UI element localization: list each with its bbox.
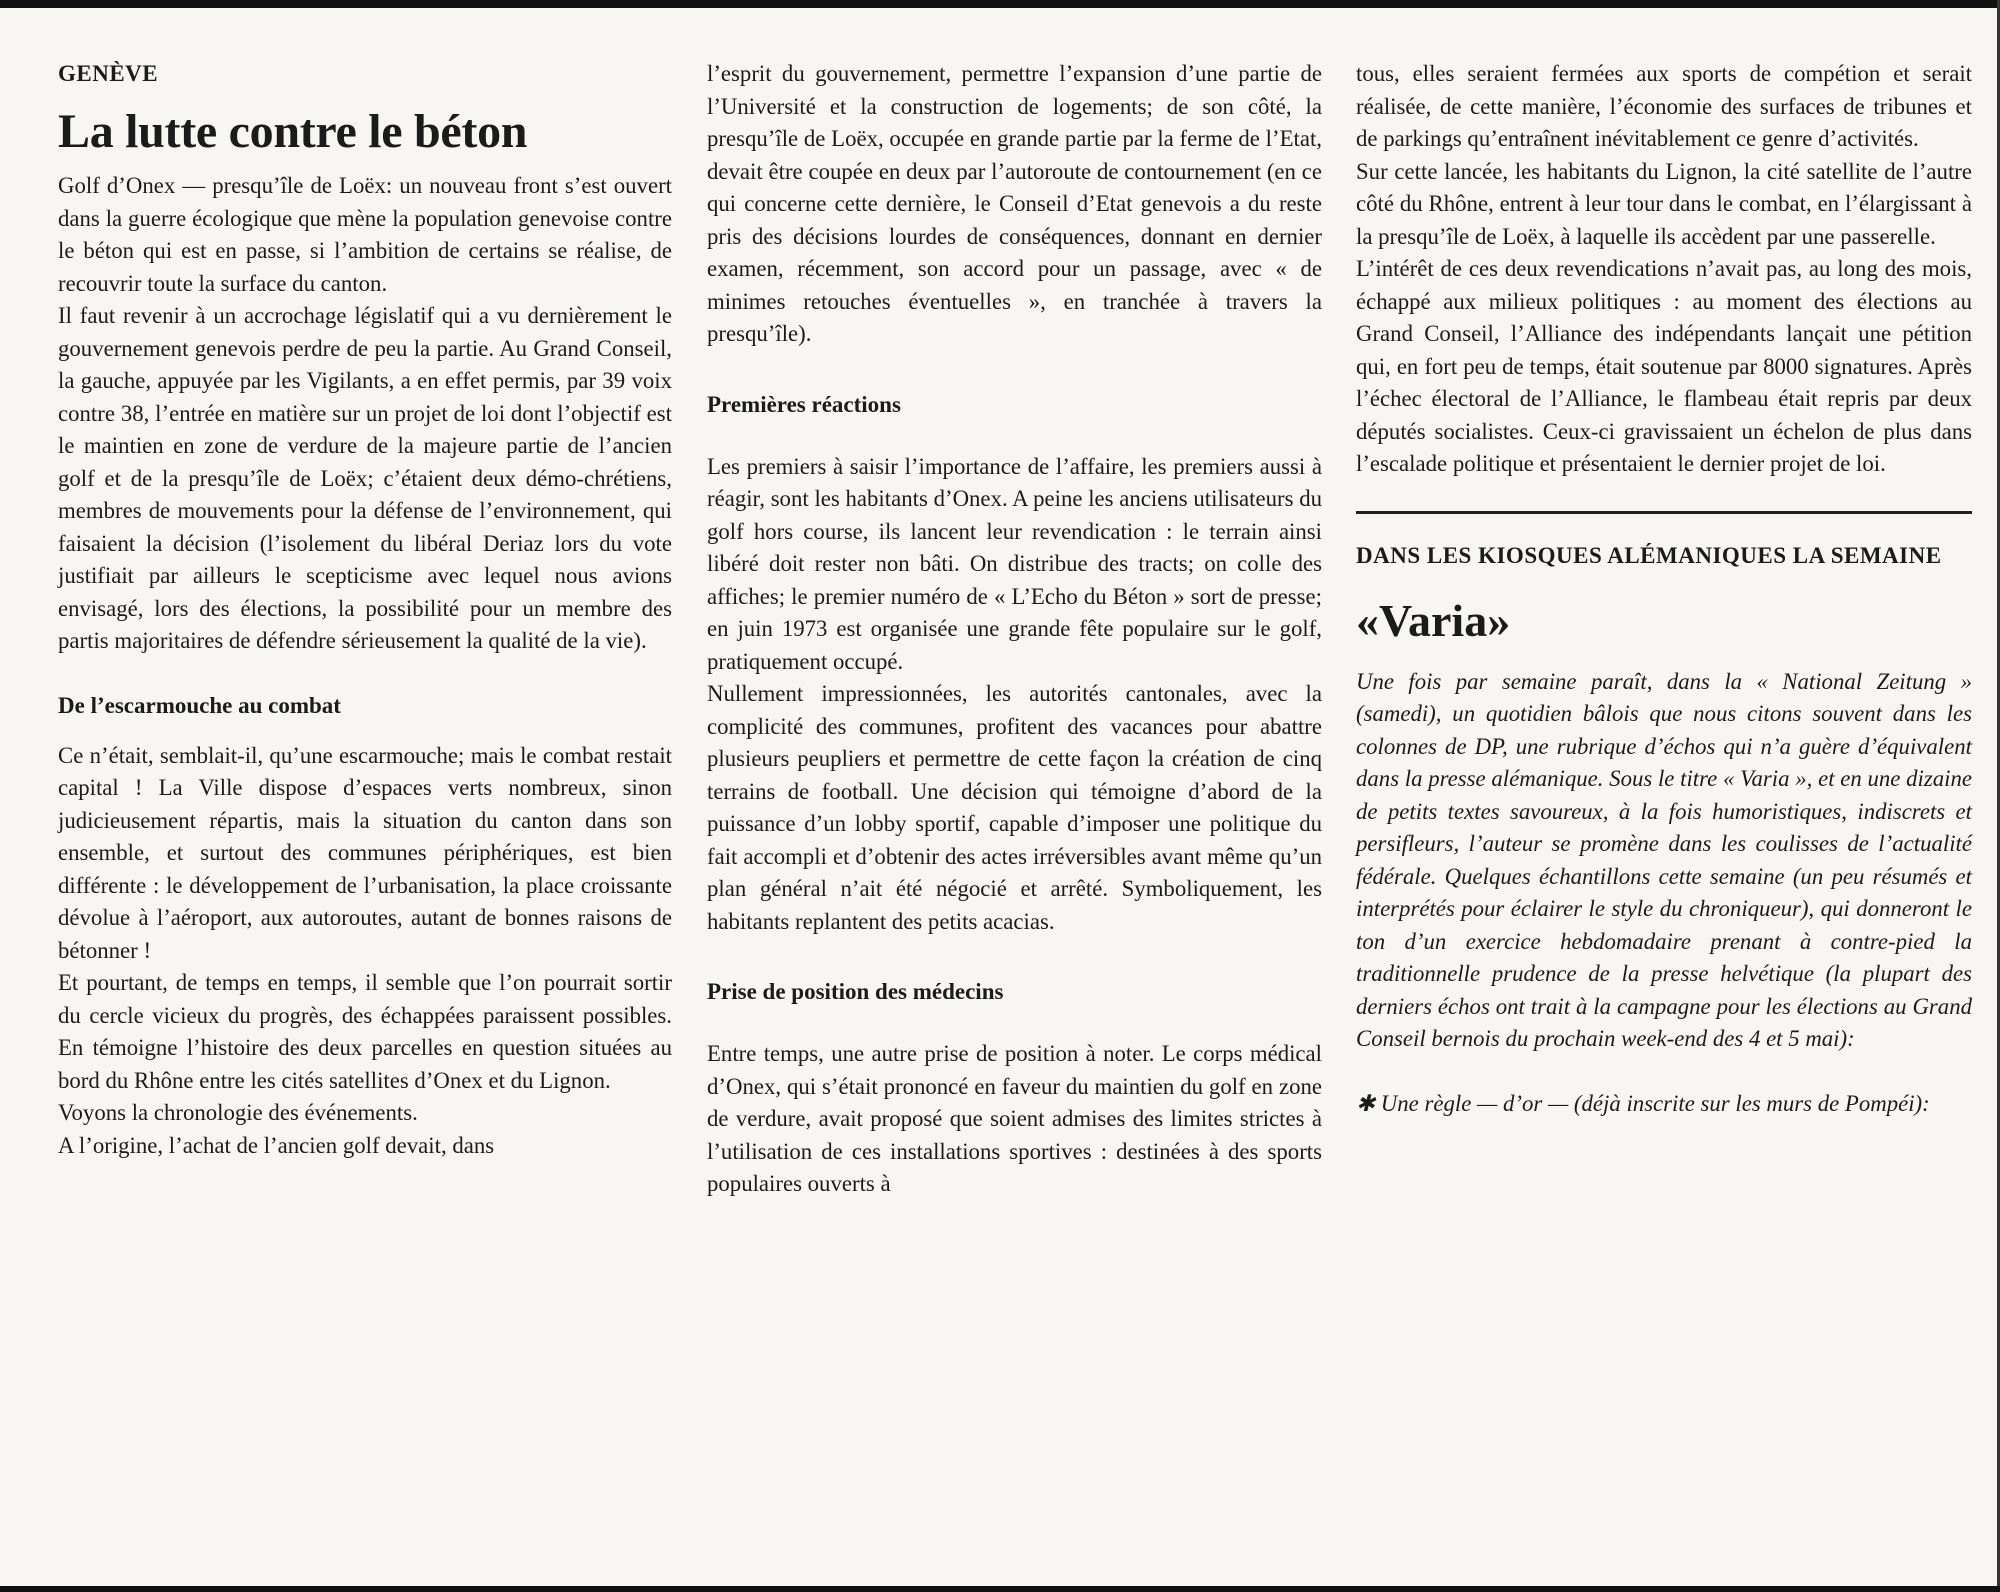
article-headline: La lutte contre le béton [58,105,528,158]
paragraph: Une fois par semaine paraît, dans la « National Zeitung » (samedi), un quotidien bâlois que nous citons souvent dans les colonnes de DP, une rubrique d’échos qui n’a guère d’équivalent dans la presse alémanique. Sous le titre « Varia », et en une dizaine de petits textes savoureux, à la fois humoristiques, indiscrets et persifleurs, l’auteur se promène dans les coulisses de l’actualité fédérale. Quelques échantillons cette semaine (un peu résumés et interprétés pour éclairer le style du chroniqueur), qui donneront le ton d’un exercice hebdomadaire prenant à contre-pied la traditionnelle prudence de la presse helvétique (la plupart des derniers échos ont trait à la campagne pour les élections au Grand Conseil bernois du prochain week-end des 4 et 5 mai): [1356,668,1972,1051]
paragraph: Et pourtant, de temps en temps, il semble que l’on pourrait sortir du cercle vicieux du progrès, des échappées paraissent possibles. En témoigne l’histoire des deux parcelles en question situées au bord du Rhône entre les cités satellites d’Onex et du Lignon. [58,970,672,1093]
column-1 [58,58,672,1162]
top-rule [0,0,2000,8]
paragraph: Les premiers à saisir l’importance de l’affaire, les premiers aussi à réagir, sont les habitants d’Onex. A peine les anciens utilisateurs du golf hors course, ils lancent leur revendication : le terrain ainsi libéré doit rester non bâti. On distribue des tracts; on colle des affiches; le premier numéro de « L’Echo du Béton » sort de presse; en juin 1973 est organisée une grande fête populaire sur le golf, pratiquement occupé. [707,453,1322,674]
section-kicker: GENÈVE [58,61,159,86]
bottom-rule [0,1586,2000,1592]
paragraph: Ce n’était, semblait-il, qu’une escarmouche; mais le combat restait capital ! La Ville dispose d’espaces verts nombreux, sinon judicieusement répartis, mais la situation du canton dans son ensemble, et surtout des communes périphériques, est bien différente : le développement de l’urbanisation, la place croissante dévolue à l’aéroport, aux autoroutes, autant de bonnes raisons de bétonner ! [58,742,672,963]
paragraph: A l’origine, l’achat de l’ancien golf devait, dans [58,1132,495,1158]
paragraph: Voyons la chronologie des événements. [58,1100,418,1125]
column-3 [1356,58,1972,1120]
column-2 [707,58,1322,1201]
paragraph: L’intérêt de ces deux revendications n’avait pas, au long des mois, échappé aux milieux politiques : au moment des élections au Grand Conseil, l’Alliance des indépendants lançait une pétition qui, en fort peu de temps, était soutenue par 8000 signatures. Après l’échec électoral de l’Alliance, le flambeau était repris par deux députés socialistes. Ceux-ci gravissaient un échelon de plus dans l’escalade politique et présentaient le dernier projet de loi. [1356,256,1972,476]
section-kicker: DANS LES KIOSQUES ALÉMANIQUES LA SEMAINE [1356,542,1942,568]
paragraph: Golf d’Onex — presqu’île de Loëx: un nouveau front s’est ouvert dans la guerre écologique que mène la population genevoise contre le béton qui est en passe, si l’ambition de certains se réalise, de recouvrir toute la surface du canton. [58,173,672,296]
subheading: De l’escarmouche au combat [58,692,341,718]
subheading: Prise de position des médecins [707,979,1004,1004]
paragraph: Entre temps, une autre prise de position à noter. Le corps médical d’Onex, qui s’était prononcé en faveur du maintien du golf en zone de verdure, avait proposé que soient admises des limites strictes à l’utilisation de ces installations sportives : destinées à des sports populaires ouverts à [707,1041,1322,1196]
section-divider [1356,511,1972,514]
paragraph: Sur cette lancée, les habitants du Lignon, la cité satellite de l’autre côté du Rhône, entrent à leur tour dans le combat, en l’élargissant à la presqu’île de Loëx, à laquelle ils accèdent par une passerelle. [1356,158,1972,249]
paragraph: Il faut revenir à un accrochage législatif qui a vu dernièrement le gouvernement genevois perdre de peu la partie. Au Grand Conseil, la gauche, appuyée par les Vigilants, a en effet permis, par 39 voix contre 38, l’entrée en matière sur un projet de loi dont l’objectif est le maintien en zone de verdure de la majeure partie de l’ancien golf et de la presqu’île de Loëx; c’étaient deux démo-chrétiens, membres de mouvements pour la défense de l’environnement, qui faisaient la décision (l’isolement du libéral Deriaz lors du vote justifiait par ailleurs le scepticisme avec lequel nous avions envisagé, lors des élections, la possibilité pour un membre des partis majoritaires de défendre sérieusement la qualité de la vie). [58,303,672,653]
article-headline: «Varia» [1356,594,1511,646]
paragraph: Nullement impressionnées, les autorités cantonales, avec la complicité des communes, profitent des vacances pour abattre plusieurs peupliers et permettre de cette façon la création de cinq terrains de football. Une décision qui témoigne d’abord de la puissance d’un lobby sportif, capable d’imposer une politique du fait accompli et d’obtenir des actes irréversibles avant même qu’un plan général n’ait été négocié et arrêté. Symboliquement, les habitants replantent des petits acacias. [707,681,1322,934]
subheading: Premières réactions [707,391,901,417]
paragraph: l’esprit du gouvernement, permettre l’expansion d’une partie de l’Université et la construction de logements; de son côté, la presqu’île de Loëx, occupée en grande partie par la ferme de l’Etat, devait être coupée en deux par l’autoroute de contournement (en ce qui concerne cette dernière, le Conseil d’Etat genevois a du reste pris des décisions lourdes de conséquences, donnant en dernier examen, récemment, son accord pour un passage, avec « de minimes retouches éventuelles », en tranchée à travers la presqu’île). [707,61,1322,346]
paragraph: tous, elles seraient fermées aux sports de compétion et serait réalisée, de cette manière, l’économie des surfaces de tribunes et de parkings qu’entraînent inévitablement ce genre d’activités. [1356,61,1972,151]
italic-article-body [1356,666,1972,1121]
paragraph: ✱ Une règle — d’or — (déjà inscrite sur les murs de Pompéi): [1356,1090,1930,1116]
